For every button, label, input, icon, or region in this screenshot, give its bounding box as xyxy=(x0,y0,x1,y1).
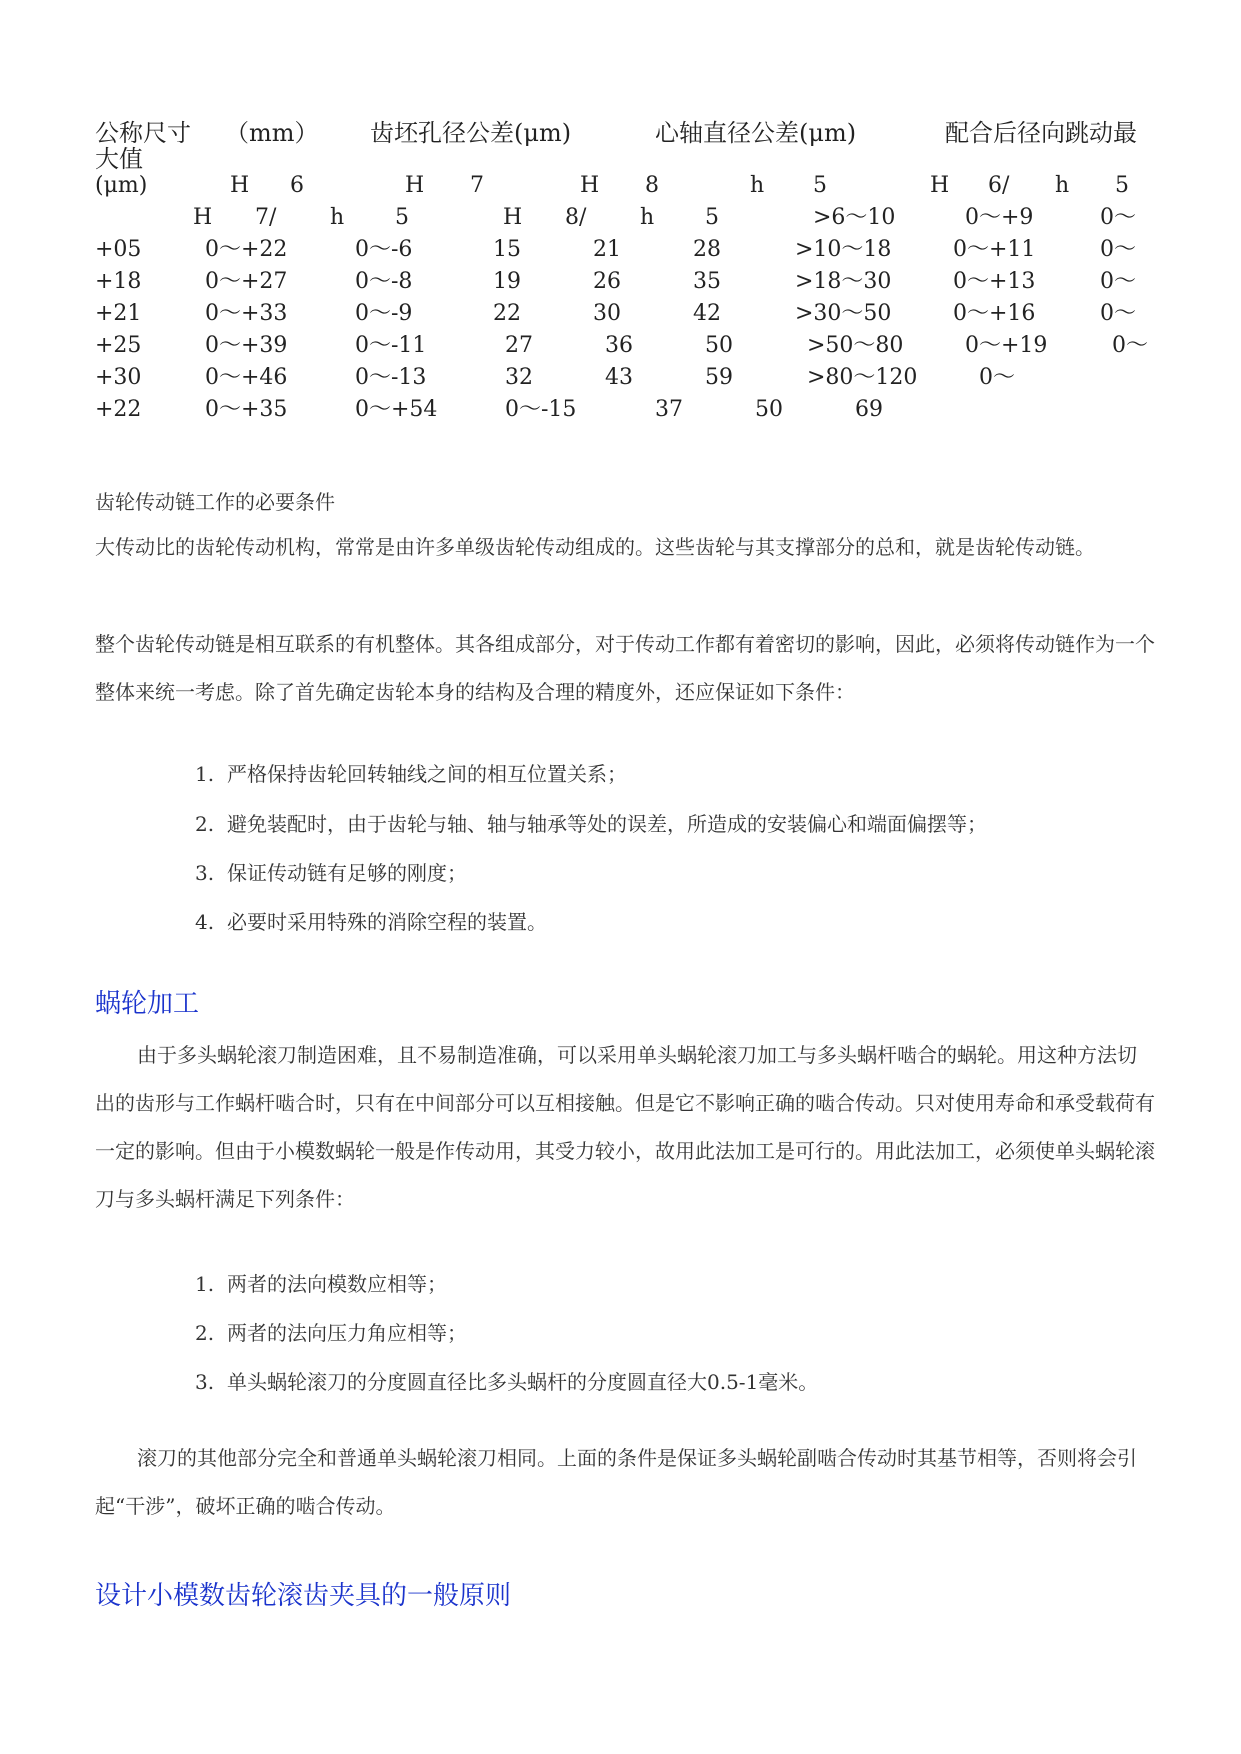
table-cell: 8 xyxy=(645,173,659,198)
table-cell: h xyxy=(1055,173,1070,198)
table-cell: 19 xyxy=(493,269,521,294)
table-row xyxy=(95,234,1155,266)
table-cell: +25 xyxy=(95,333,142,358)
list-text: 避免装配时，由于齿轮与轴、轴与轴承等处的误差，所造成的安装偏心和端面偏摆等； xyxy=(227,812,987,836)
table-cell: h xyxy=(330,205,345,230)
table-cell: >50～80 xyxy=(807,333,904,358)
list-text: 两者的法向压力角应相等； xyxy=(227,1321,467,1345)
table-row xyxy=(95,330,1155,362)
table-cell: 22 xyxy=(493,301,521,326)
section-heading-worm-wheel: 蜗轮加工 xyxy=(95,989,200,1019)
table-cell: 30 xyxy=(593,301,621,326)
paragraph: 由于多头蜗轮滚刀制造困难，且不易制造准确，可以采用单头蜗轮滚刀加工与多头蜗杆啮合的蜗轮。用这种方法切出的齿形与工作蜗杆啮合时，只有在中间部分可以互相接触。但是它不影响正确的啮合传动。只对使用寿命和承受载荷有一定的影响。但由于小模数蜗轮一般是作传动用，其受力较小，故用此法加工是可行的。用此法加工，必须使单头蜗轮滚刀与多头蜗杆满足下列条件： xyxy=(95,1043,1155,1211)
table-cell: +30 xyxy=(95,365,142,390)
paragraph: 大传动比的齿轮传动机构，常常是由许多单级齿轮传动组成的。这些齿轮与其支撑部分的总和，就是齿轮传动链。 xyxy=(95,535,1095,559)
table-cell: 0～ xyxy=(1100,205,1136,230)
table-cell: 15 xyxy=(493,237,521,262)
table-cell: 36 xyxy=(605,333,633,358)
header-unit-mm: （mm） xyxy=(225,119,319,147)
table-cell: 0～+16 xyxy=(953,301,1036,326)
table-row xyxy=(95,394,1155,426)
table-cell: 35 xyxy=(693,269,721,294)
header-runout-max-cont: 大值 xyxy=(95,145,143,173)
table-cell: 7/ xyxy=(255,205,277,230)
list-item xyxy=(195,1317,467,1346)
list-number: 1. xyxy=(195,1272,215,1296)
table-cell: H xyxy=(930,173,950,198)
table-cell: 5 xyxy=(813,173,827,198)
list-item xyxy=(195,1268,447,1297)
table-cell: +22 xyxy=(95,397,142,422)
section-heading-fixture-design: 设计小模数齿轮滚齿夹具的一般原则 xyxy=(95,1581,512,1611)
table-cell: H xyxy=(405,173,425,198)
table-cell: 0～ xyxy=(1100,269,1136,294)
table-cell: 5 xyxy=(1115,173,1129,198)
list-item xyxy=(195,906,547,935)
list-number: 2. xyxy=(195,1321,215,1345)
table-cell: 50 xyxy=(705,333,733,358)
tolerance-table xyxy=(95,118,1155,426)
table-cell: 59 xyxy=(705,365,733,390)
table-cell: >30～50 xyxy=(795,301,892,326)
header-mandrel-tolerance: 心轴直径公差(μm) xyxy=(655,119,857,147)
table-cell: 37 xyxy=(655,397,683,422)
table-cell: 0～-6 xyxy=(355,237,413,262)
table-cell: 0～+54 xyxy=(355,397,438,422)
table-cell: 0～+27 xyxy=(205,269,288,294)
table-cell: 50 xyxy=(755,397,783,422)
section-title-gear-chain: 齿轮传动链工作的必要条件 xyxy=(95,490,335,514)
header-runout-max: 配合后径向跳动最 xyxy=(945,119,1137,147)
table-cell: H xyxy=(230,173,250,198)
list-number: 1. xyxy=(195,762,215,786)
paragraph: 整个齿轮传动链是相互联系的有机整体。其各组成部分，对于传动工作都有着密切的影响，因此，必须将传动链作为一个整体来统一考虑。除了首先确定齿轮本身的结构及合理的精度外，还应保证如下条件： xyxy=(95,632,1155,704)
table-cell: H xyxy=(193,205,213,230)
table-cell: 0～+39 xyxy=(205,333,288,358)
table-cell: 28 xyxy=(693,237,721,262)
table-cell: +05 xyxy=(95,237,142,262)
table-cell: 8/ xyxy=(565,205,587,230)
table-cell: H xyxy=(503,205,523,230)
table-cell: >18～30 xyxy=(795,269,892,294)
paragraph: 滚刀的其他部分完全和普通单头蜗轮滚刀相同。上面的条件是保证多头蜗轮副啮合传动时其基节相等，否则将会引起“干涉”，破坏正确的啮合传动。 xyxy=(95,1446,1137,1518)
table-cell: 32 xyxy=(505,365,533,390)
table-cell: 0～+22 xyxy=(205,237,288,262)
table-cell: 5 xyxy=(705,205,719,230)
table-cell: >80～120 xyxy=(807,365,918,390)
table-cell: 0～ xyxy=(979,365,1015,390)
table-cell: 69 xyxy=(855,397,883,422)
list-item xyxy=(195,1366,818,1395)
table-cell: 0～+19 xyxy=(965,333,1048,358)
list-text: 必要时采用特殊的消除空程的装置。 xyxy=(227,910,547,934)
table-cell: h xyxy=(750,173,765,198)
table-cell: 0～+11 xyxy=(953,237,1036,262)
table-cell: h xyxy=(640,205,655,230)
table-cell: 42 xyxy=(693,301,721,326)
table-cell: H xyxy=(580,173,600,198)
table-cell: >6～10 xyxy=(813,205,896,230)
list-text: 单头蜗轮滚刀的分度圆直径比多头蜗杆的分度圆直径大0.5-1毫米。 xyxy=(227,1370,819,1394)
table-header-line-3 xyxy=(95,202,1155,234)
table-cell: +21 xyxy=(95,301,142,326)
table-cell: 0～+9 xyxy=(965,205,1034,230)
table-cell: >10～18 xyxy=(795,237,892,262)
table-cell: 0～+13 xyxy=(953,269,1036,294)
table-cell: 0～-11 xyxy=(355,333,427,358)
list-number: 3. xyxy=(195,861,215,885)
table-header-line-2 xyxy=(95,170,1155,202)
table-cell: 7 xyxy=(470,173,484,198)
table-row xyxy=(95,266,1155,298)
table-cell: 0～ xyxy=(1100,237,1136,262)
table-cell: 0～-9 xyxy=(355,301,413,326)
table-row xyxy=(95,298,1155,330)
list-number: 4. xyxy=(195,910,215,934)
table-cell: 43 xyxy=(605,365,633,390)
list-text: 两者的法向模数应相等； xyxy=(227,1272,447,1296)
table-cell: 6/ xyxy=(988,173,1010,198)
header-nominal-size: 公称尺寸 xyxy=(95,119,191,147)
table-row xyxy=(95,362,1155,394)
table-cell: +18 xyxy=(95,269,142,294)
table-header-line-1 xyxy=(95,118,1155,173)
table-cell: 0～-8 xyxy=(355,269,413,294)
list-number: 3. xyxy=(195,1370,215,1394)
list-item xyxy=(195,808,987,837)
table-cell: 26 xyxy=(593,269,621,294)
table-cell: 0～-13 xyxy=(355,365,427,390)
list-item xyxy=(195,758,627,787)
list-item xyxy=(195,857,467,886)
table-cell: 6 xyxy=(290,173,304,198)
table-cell: 0～+33 xyxy=(205,301,288,326)
table-cell: 0～ xyxy=(1112,333,1148,358)
table-cell: 5 xyxy=(395,205,409,230)
table-cell: 27 xyxy=(505,333,533,358)
table-cell: 21 xyxy=(593,237,621,262)
list-text: 保证传动链有足够的刚度； xyxy=(227,861,467,885)
table-cell: 0～ xyxy=(1100,301,1136,326)
table-cell: 0～-15 xyxy=(505,397,577,422)
table-cell: 0～+35 xyxy=(205,397,288,422)
header-bore-tolerance: 齿坯孔径公差(μm) xyxy=(370,119,572,147)
table-cell: (μm) xyxy=(95,173,148,198)
list-number: 2. xyxy=(195,812,215,836)
table-cell: 0～+46 xyxy=(205,365,288,390)
list-text: 严格保持齿轮回转轴线之间的相互位置关系； xyxy=(227,762,627,786)
